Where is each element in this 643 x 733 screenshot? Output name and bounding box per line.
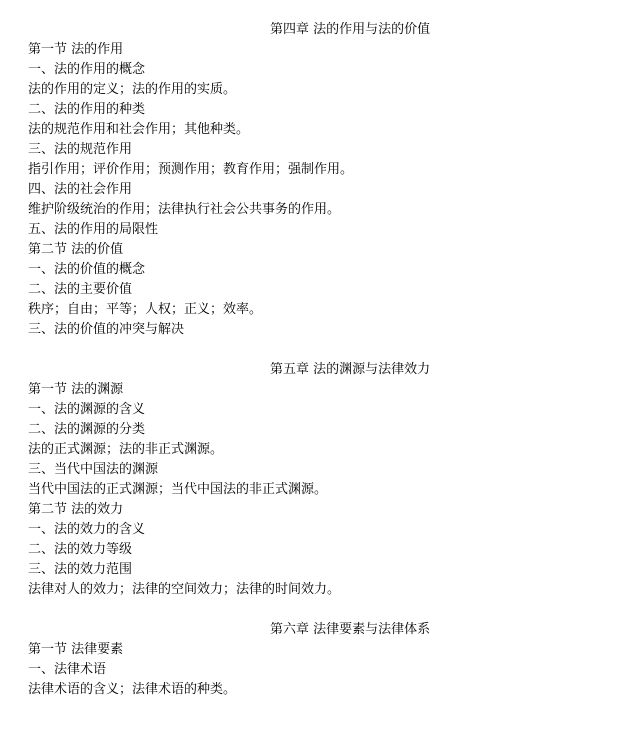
subsection-heading: 二、法的作用的种类 <box>28 102 146 117</box>
content-line: 当代中国法的正式渊源；当代中国法的非正式渊源。 <box>28 482 328 497</box>
content-line: 秩序；自由；平等；人权；正义；效率。 <box>28 302 263 317</box>
content-line: 法的正式渊源；法的非正式渊源。 <box>28 442 224 457</box>
content-line: 指引作用；评价作用；预测作用；教育作用；强制作用。 <box>28 162 354 177</box>
chapter-title: 第四章 法的作用与法的价值 <box>270 22 431 37</box>
subsection-heading: 二、法的主要价值 <box>28 282 133 297</box>
section-heading: 第二节 法的价值 <box>28 242 124 257</box>
subsection-heading: 四、法的社会作用 <box>28 182 133 197</box>
chapter-title: 第六章 法律要素与法律体系 <box>270 622 431 637</box>
subsection-heading: 一、法的渊源的含义 <box>28 402 146 417</box>
chapter-5 <box>0 360 643 600</box>
subsection-heading: 三、法的价值的冲突与解决 <box>28 322 185 337</box>
content-line: 法律对人的效力；法律的空间效力；法律的时间效力。 <box>28 582 341 597</box>
section-heading: 第一节 法的作用 <box>28 42 124 57</box>
chapter-6 <box>0 620 643 700</box>
section-heading: 第一节 法的渊源 <box>28 382 124 397</box>
subsection-heading: 二、法的效力等级 <box>28 542 133 557</box>
section-heading: 第一节 法律要素 <box>28 642 124 657</box>
section-heading: 第二节 法的效力 <box>28 502 124 517</box>
content-line: 法的作用的定义；法的作用的实质。 <box>28 82 237 97</box>
subsection-heading: 一、法的作用的概念 <box>28 62 146 77</box>
subsection-heading: 五、法的作用的局限性 <box>28 222 159 237</box>
subsection-heading: 一、法律术语 <box>28 662 107 677</box>
subsection-heading: 三、法的效力范围 <box>28 562 133 577</box>
subsection-heading: 一、法的效力的含义 <box>28 522 146 537</box>
subsection-heading: 一、法的价值的概念 <box>28 262 146 277</box>
subsection-heading: 三、当代中国法的渊源 <box>28 462 159 477</box>
subsection-heading: 二、法的渊源的分类 <box>28 422 146 437</box>
content-line: 维护阶级统治的作用；法律执行社会公共事务的作用。 <box>28 202 341 217</box>
chapter-4 <box>0 20 643 340</box>
chapter-title: 第五章 法的渊源与法律效力 <box>270 362 431 377</box>
subsection-heading: 三、法的规范作用 <box>28 142 133 157</box>
content-line: 法的规范作用和社会作用；其他种类。 <box>28 122 250 137</box>
content-line: 法律术语的含义；法律术语的种类。 <box>28 682 237 697</box>
